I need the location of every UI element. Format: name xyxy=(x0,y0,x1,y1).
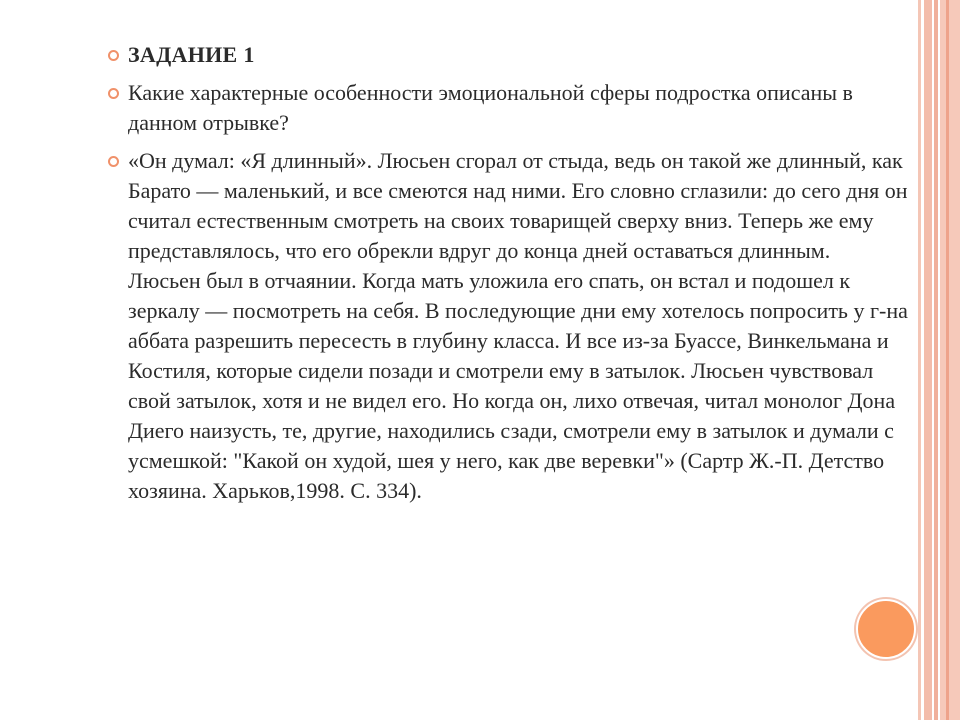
bullet-icon xyxy=(108,88,119,99)
decorative-stripe xyxy=(918,0,921,720)
bullet-item-quote xyxy=(108,146,908,506)
task-question: Какие характерные особенности эмоциональной сферы подростка описаны в данном отрывке? xyxy=(128,80,853,135)
bullet-icon xyxy=(108,50,119,61)
decorative-stripe xyxy=(924,0,932,720)
decorative-circle xyxy=(856,599,916,659)
bullet-icon xyxy=(108,156,119,167)
quote-text: «Он думал: «Я длинный». Люсьен сгорал от стыда, ведь он такой же длинный, как Барато — маленький, и все смеются над ними. Его словно сглазили: до сего дня он считал естественным смотреть на своих товарищей сверху вниз. Теперь же ему представлялось, что его обрекли вдруг до конца дней оставаться длинным. Люсьен был в отчаянии. Когда мать уложила его спать, он встал и подошел к зеркалу — посмотреть на себя. В последующие дни ему хотелось попросить у г-на аббата разрешить пересесть в глубину класса. И все из-за Буассе, Винкельмана и Костиля, которые сидели позади и смотрели ему в затылок. Люсьен чувствовал свой затылок, хотя и не видел его. Но когда он, лихо отвечая, читал монолог Дона Диего наизусть, те, другие, находились сзади, смотрели ему в затылок и думали с усмешкой: "Какой он худой, шея у него, как две веревки"» (Сартр Ж.-П. Детство хозяина. Харьков,1998. С. 334). xyxy=(128,148,908,503)
slide-heading: ЗАДАНИЕ 1 xyxy=(128,42,255,67)
decorative-stripe xyxy=(940,0,960,720)
decorative-stripe xyxy=(934,0,938,720)
decorative-stripe xyxy=(946,0,949,720)
slide-content xyxy=(108,40,908,514)
bullet-item-heading xyxy=(108,40,908,70)
bullet-item-question xyxy=(108,78,908,138)
